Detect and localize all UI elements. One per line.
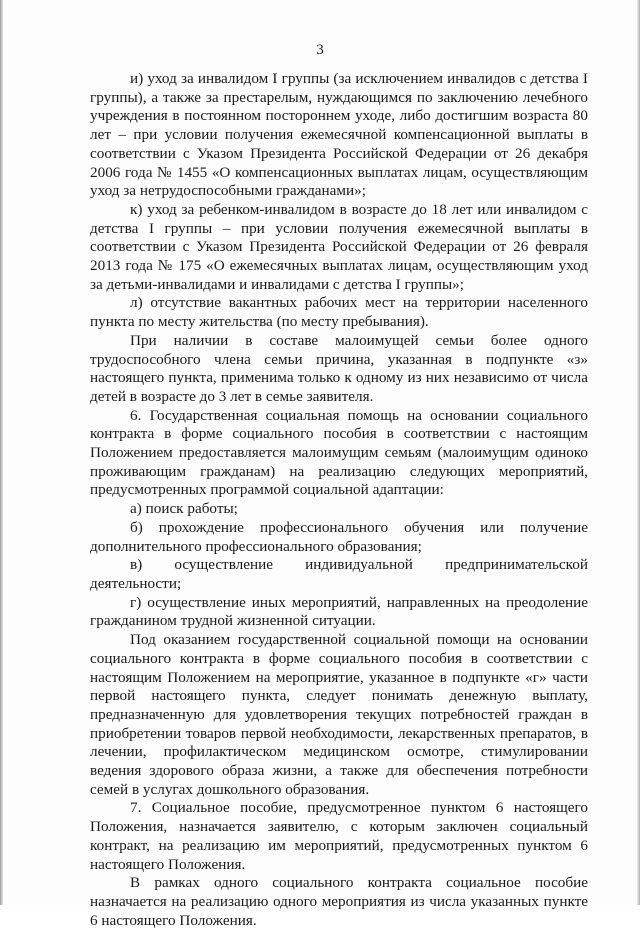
document-body [90, 70, 588, 930]
scan-edge-left [0, 0, 3, 905]
paragraph-section-7: 7. Социальное пособие, предусмотренное пунктом 6 настоящего Положения, назначается заявителю, с которым заключен социальный контракт, на реализацию им мероприятий, предусмотренных пунктом 6 настоящего Положения. [90, 799, 588, 873]
page-number: 3 [316, 42, 324, 58]
paragraph-item-l: л) отсутствие вакантных рабочих мест на территории населенного пункта по месту жительства (по месту пребывания). [90, 294, 588, 331]
paragraph-item-k: к) уход за ребенком-инвалидом в возрасте до 18 лет или инвалидом с детства I группы – при условии получения ежемесячной выплаты в соответствии с Указом Президента Российской Федерации от 26 февраля 2013 года № 175 «О ежемесячных выплатах лицам, осуществляющим уход за детьми-инвалидами и инвалидами с детства I группы»; [90, 200, 588, 293]
paragraph-single-contract: В рамках одного социального контракта социальное пособие назначается на реализацию одного мероприятия из числа указанных пункте 6 настоящего Положения. [90, 874, 588, 929]
paragraph-section-6: 6. Государственная социальная помощь на основании социального контракта в форме социального пособия в соответствии с настоящим Положением предоставляется малоимущим семьям (малоимущим одиноко проживающим гражданам) на реализацию следующих мероприятий, предусмотренных программой социальной адаптации: [90, 406, 588, 499]
paragraph-item-g: г) осуществление иных мероприятий, направленных на преодоление гражданином трудной жизненной ситуации. [90, 593, 588, 630]
paragraph-assistance-definition: Под оказанием государственной социальной помощи на основании социального контракта в форме социального пособия в соответствии с настоящим Положением на мероприятие, указанное в подпункте «г» части первой настоящего пункта, следует понимать денежную выплату, предназначенную для удовлетворения текущих потребностей граждан в приобретении товаров первой необходимости, лекарственных препаратов, в лечении, профилактическом медицинском осмотре, стимулировании ведения здорового образа жизни, а также для обеспечения потребности семей в услугах дошкольного образования. [90, 631, 588, 798]
paragraph-item-b: б) прохождение профессионального обучения или получение дополнительного профессионального образования; [90, 518, 588, 555]
paragraph-item-i: и) уход за инвалидом I группы (за исключением инвалидов с детства I группы), а также за престарелым, нуждающимся по заключению лечебного учреждения в постоянном постороннем уходе, либо достигшим возраста 80 лет – при условии получения ежемесячной компенсационной выплаты в соответствии с Указом Президента Российской Федерации от 26 декабря 2006 года № 1455 «О компенсационных выплатах лицам, осуществляющим уход за нетрудоспособными гражданами»; [90, 70, 588, 200]
paragraph-multiple-members: При наличии в составе малоимущей семьи более одного трудоспособного члена семьи причина, указанная в подпункте «з» настоящего пункта, применима только к одному из них независимо от числа детей в возрасте до 3 лет в семье заявителя. [90, 331, 588, 405]
paragraph-item-v: в) осуществление индивидуальной предпринимательской деятельности; [90, 556, 588, 592]
paragraph-item-a: а) поиск работы; [130, 500, 238, 518]
